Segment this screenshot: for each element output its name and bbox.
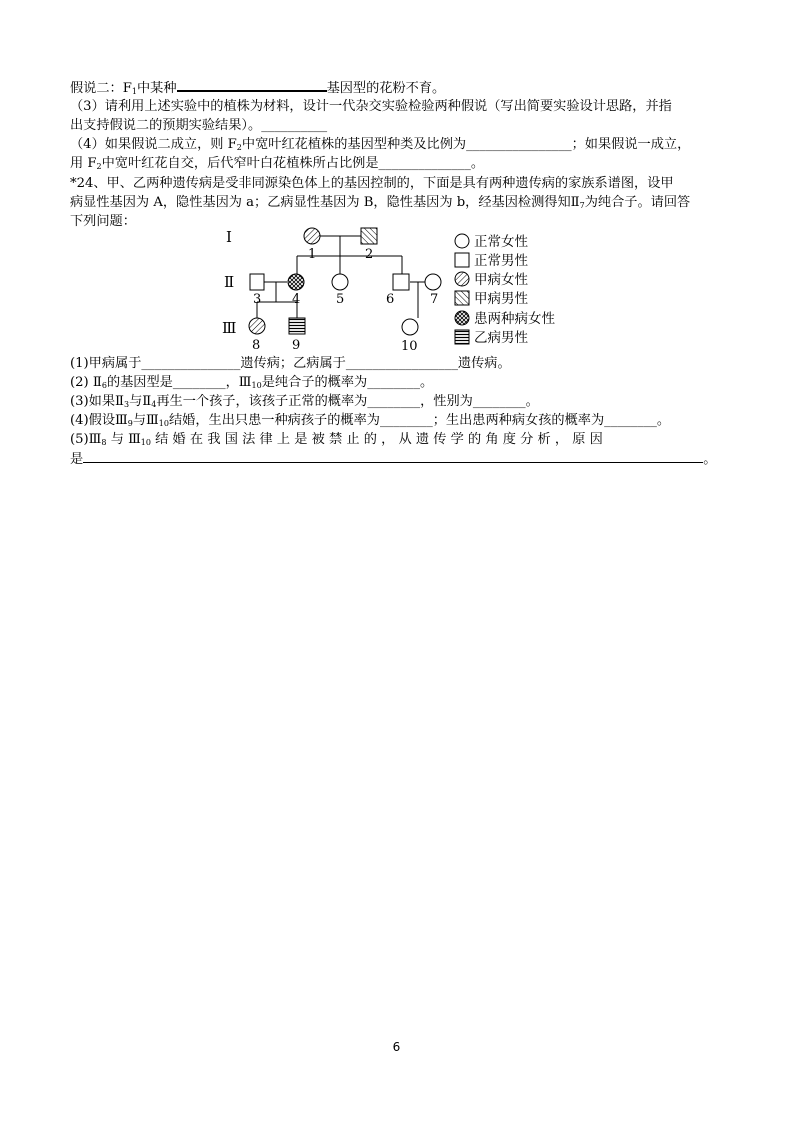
pedigree-question-1: (1)甲病属于_______________遗传病；乙病属于_________________遗传病。 <box>70 356 511 371</box>
question-24-line-1: *24、甲、乙两种遗传病是受非同源染色体上的基因控制的，下面是具有两种遗传病的家族系谱图，设甲 <box>70 176 674 191</box>
individual-9-affected-b-male <box>289 318 305 334</box>
legend-affected-a-female-icon <box>455 272 469 286</box>
text: 是纯合子的概率为________。 <box>261 375 434 390</box>
text: 假说二：F <box>70 81 132 96</box>
subscript: 6 <box>101 381 107 390</box>
individual-number-10: 10 <box>401 339 418 352</box>
text: 用 F <box>70 156 97 171</box>
answer-blank[interactable] <box>83 450 703 463</box>
text: 中某种 <box>137 81 177 96</box>
text: 再生一个孩子，该孩子正常的概率为________，性别为________。 <box>156 394 539 409</box>
legend-label-3: 甲病女性 <box>474 272 528 288</box>
generation-label-III: Ⅲ <box>222 319 237 337</box>
subscript: 7 <box>579 201 585 210</box>
question-24-line-2 <box>70 194 730 212</box>
individual-1-affected-a-female <box>304 228 320 244</box>
question-24-line-3: 下列问题： <box>70 214 136 229</box>
individual-3-normal-male <box>250 274 264 290</box>
individual-10-normal-female <box>402 319 418 335</box>
individual-2-affected-a-male <box>361 228 377 244</box>
pedigree-question-4 <box>70 412 730 430</box>
legend <box>455 233 555 346</box>
page-number: 6 <box>392 1040 401 1054</box>
legend-affected-b-male-icon <box>455 330 469 344</box>
text: (2) Ⅱ <box>70 375 102 390</box>
legend-label-6: 乙病男性 <box>474 330 528 346</box>
individual-number-6: 6 <box>386 292 395 307</box>
text: 中宽叶红花自交，后代窄叶白花植株所占比例是______________。 <box>101 156 485 171</box>
pedigree-diagram <box>0 222 793 352</box>
individual-4-both-diseases-female <box>288 274 304 290</box>
text: 的基因型是________，Ⅲ <box>106 375 252 390</box>
subscript: 9 <box>127 419 133 428</box>
text: 与Ⅱ <box>129 394 152 409</box>
individual-number-8: 8 <box>252 338 261 352</box>
answer-blank[interactable] <box>177 78 327 92</box>
legend-normal-female-icon <box>455 234 469 248</box>
subscript: 3 <box>124 400 130 409</box>
individual-5-normal-female <box>332 274 348 290</box>
legend-affected-a-male-icon <box>455 291 469 305</box>
text: (5)Ⅲ <box>70 432 102 447</box>
subscript: 2 <box>236 143 242 152</box>
pedigree-question-3 <box>70 393 730 411</box>
text: （4）如果假说二成立，则 F <box>70 137 237 152</box>
text: 是 <box>70 452 84 467</box>
pedigree-question-5-line-1 <box>70 431 730 449</box>
legend-label-1: 正常女性 <box>474 234 528 250</box>
text: 与 Ⅲ <box>106 432 141 447</box>
legend-label-5: 患两种病女性 <box>474 311 555 327</box>
individual-8-affected-a-female <box>249 318 265 334</box>
individual-6-normal-male <box>393 274 409 290</box>
subscript: 2 <box>96 162 102 171</box>
legend-label-4: 甲病男性 <box>474 291 528 307</box>
text: 基因型的花粉不育。 <box>326 81 446 96</box>
question-3-line-2: 出支持假说二的预期实验结果）。__________ <box>70 118 328 133</box>
text: 为纯合子。请回答 <box>584 195 691 210</box>
subscript: 10 <box>251 381 262 390</box>
text: 与Ⅲ <box>132 413 159 428</box>
individual-number-2: 2 <box>365 247 374 262</box>
individual-number-4: 4 <box>292 292 301 307</box>
legend-both-diseases-female-icon <box>455 311 469 325</box>
individual-7-normal-female <box>425 274 441 290</box>
subscript: 1 <box>131 87 137 96</box>
generation-label-I: Ⅰ <box>226 228 232 246</box>
hypothesis-2-line <box>70 78 730 98</box>
individual-number-9: 9 <box>292 338 301 352</box>
subscript: 10 <box>140 438 151 447</box>
individual-number-3: 3 <box>253 292 262 307</box>
text: 结 婚 在 我 国 法 律 上 是 被 禁 止 的 ， 从 遗 传 学 的 角 度 分 析 ， 原 因 <box>150 432 603 447</box>
pedigree-question-5-line-2 <box>70 450 730 469</box>
legend-normal-male-icon <box>455 253 469 267</box>
subscript: 8 <box>101 438 107 447</box>
individual-number-5: 5 <box>336 292 345 307</box>
legend-label-2: 正常男性 <box>474 253 528 269</box>
subscript: 4 <box>151 400 157 409</box>
text: (3)如果Ⅱ <box>70 394 125 409</box>
text: (4)假设Ⅲ <box>70 413 128 428</box>
generation-label-II: Ⅱ <box>224 273 235 291</box>
text: 。 <box>703 452 717 467</box>
question-4-line-1 <box>70 136 730 154</box>
text: 结婚，生出只患一种病孩子的概率为________；生出患两种病女孩的概率为________。 <box>168 413 671 428</box>
subscript: 10 <box>158 419 169 428</box>
individual-number-7: 7 <box>430 292 439 307</box>
text: 病显性基因为 A，隐性基因为 a；乙病显性基因为 B，隐性基因为 b，经基因检测得知Ⅱ <box>70 195 580 210</box>
question-4-line-2 <box>70 155 730 173</box>
individual-number-1: 1 <box>308 247 317 262</box>
question-3-line-1: （3）请利用上述实验中的植株为材料，设计一代杂交实验检验两种假说（写出简要实验设计思路，并指 <box>70 99 672 114</box>
pedigree-question-2 <box>70 374 730 392</box>
text: 中宽叶红花植株的基因型种类及比例为________________；如果假说一成立， <box>241 137 691 152</box>
